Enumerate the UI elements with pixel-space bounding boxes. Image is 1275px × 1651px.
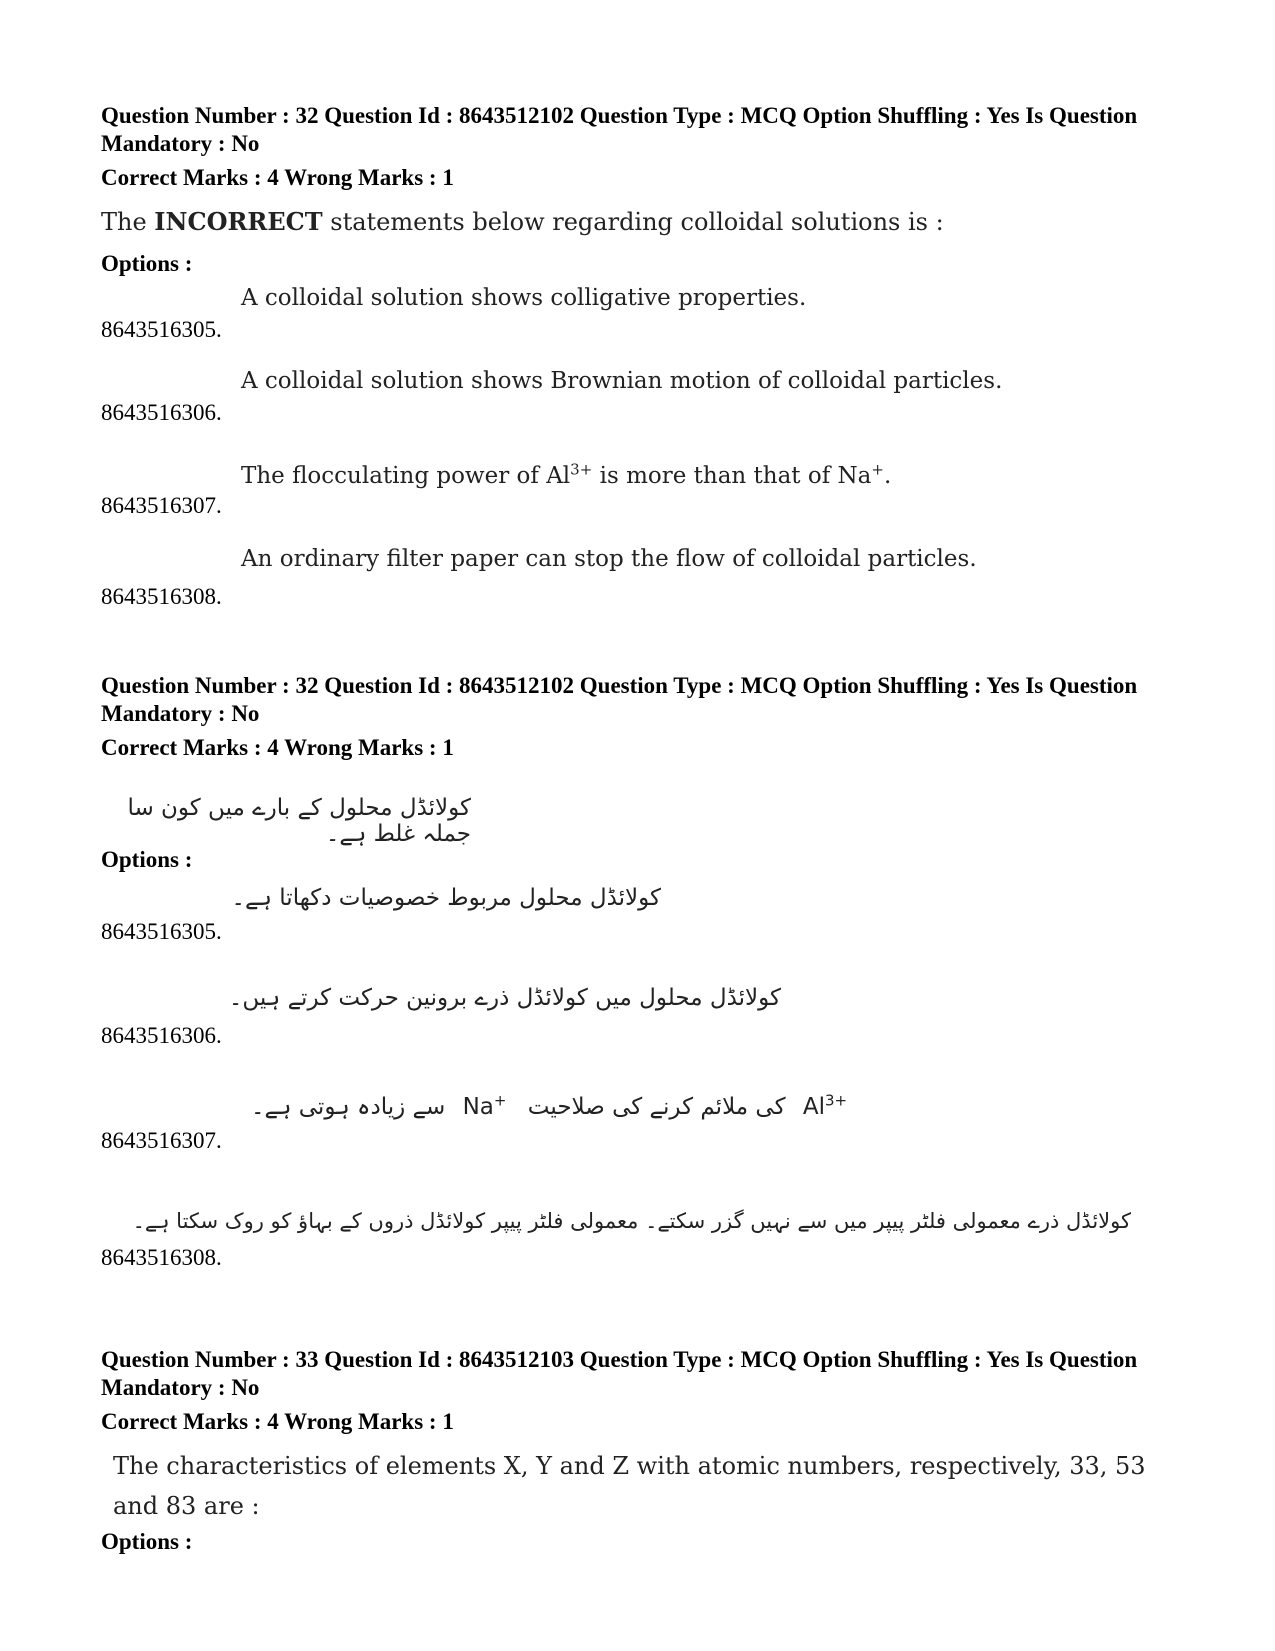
option-text: An ordinary filter paper can stop the flow of colloidal particles.: [241, 546, 977, 572]
option-id: 8643516305.: [101, 317, 222, 342]
option-text-urdu: کولائڈل محلول مربوط خصوصیات دکھاتا ہے۔: [231, 885, 661, 911]
option-id: 8643516308.: [101, 1245, 222, 1270]
question-stem: The characteristics of elements X, Y and Z with atomic numbers, respectively, 33, 53 and 83 are :: [113, 1452, 1146, 1520]
question-block-32-urdu: [101, 672, 1181, 762]
option-id: 8643516308.: [101, 584, 222, 609]
option-row: [101, 366, 1181, 426]
question-block-33: [101, 1346, 1181, 1556]
option-text-urdu: کولائڈل محلول میں کولائڈل ذرے برونین حرکت کرتے ہیں۔: [228, 985, 781, 1011]
question-header: Question Number : 33 Question Id : 8643512103 Question Type : MCQ Option Shuffling : Yes Is Question Mandatory : No: [101, 1347, 1138, 1400]
option-row: [101, 453, 1181, 519]
options-label: Options :: [101, 251, 193, 276]
option-row: [101, 283, 1181, 343]
option-id: 8643516307.: [101, 493, 222, 518]
option-row: [101, 885, 1181, 945]
option-text: The flocculating power of $Al^{3+}$ is more than that of Na+.: [241, 460, 892, 489]
options-label: Options :: [101, 847, 193, 872]
question-block-32-english: [101, 102, 1181, 278]
option-text: A colloidal solution shows Brownian motion of colloidal particles.: [241, 368, 1003, 394]
option-text-mixed: سے زیادہ ہوتی ہے۔ Na+ کی ملائم کرنے کی صلاحیت $Al^{3+}$: [251, 1091, 848, 1120]
question-marks: Correct Marks : 4 Wrong Marks : 1: [101, 1409, 454, 1434]
question-header: Question Number : 32 Question Id : 8643512102 Question Type : MCQ Option Shuffling : Yes Is Question Mandatory : No: [101, 673, 1138, 726]
option-id: 8643516307.: [101, 1128, 222, 1153]
option-row: [101, 985, 1181, 1049]
question-marks: Correct Marks : 4 Wrong Marks : 1: [101, 735, 454, 760]
question-marks: Correct Marks : 4 Wrong Marks : 1: [101, 165, 454, 190]
option-row: [101, 1091, 1181, 1154]
option-text: A colloidal solution shows colligative properties.: [241, 285, 807, 311]
option-id: 8643516305.: [101, 919, 222, 944]
options-label: Options :: [101, 1529, 193, 1554]
question-stem-urdu: کولائڈل محلول کے بارے میں کون سا جملہ غلط ہے۔: [127, 795, 471, 847]
option-row: [101, 1209, 1181, 1271]
option-row: [101, 544, 1181, 610]
option-id: 8643516306.: [101, 1023, 222, 1048]
option-id: 8643516306.: [101, 400, 222, 425]
question-stem: The INCORRECT statements below regarding colloidal solutions is :: [101, 207, 944, 236]
option-text-urdu: کولائڈل ذرے معمولی فلٹر پیپر میں سے نہیں گزر سکتے۔ معمولی فلٹر پیپر کولائڈل ذروں کے بہاؤ کو روک سکتا ہے۔: [132, 1209, 1131, 1233]
question-header: Question Number : 32 Question Id : 8643512102 Question Type : MCQ Option Shuffling : Yes Is Question Mandatory : No: [101, 103, 1138, 156]
options-label-block: [101, 846, 1181, 874]
